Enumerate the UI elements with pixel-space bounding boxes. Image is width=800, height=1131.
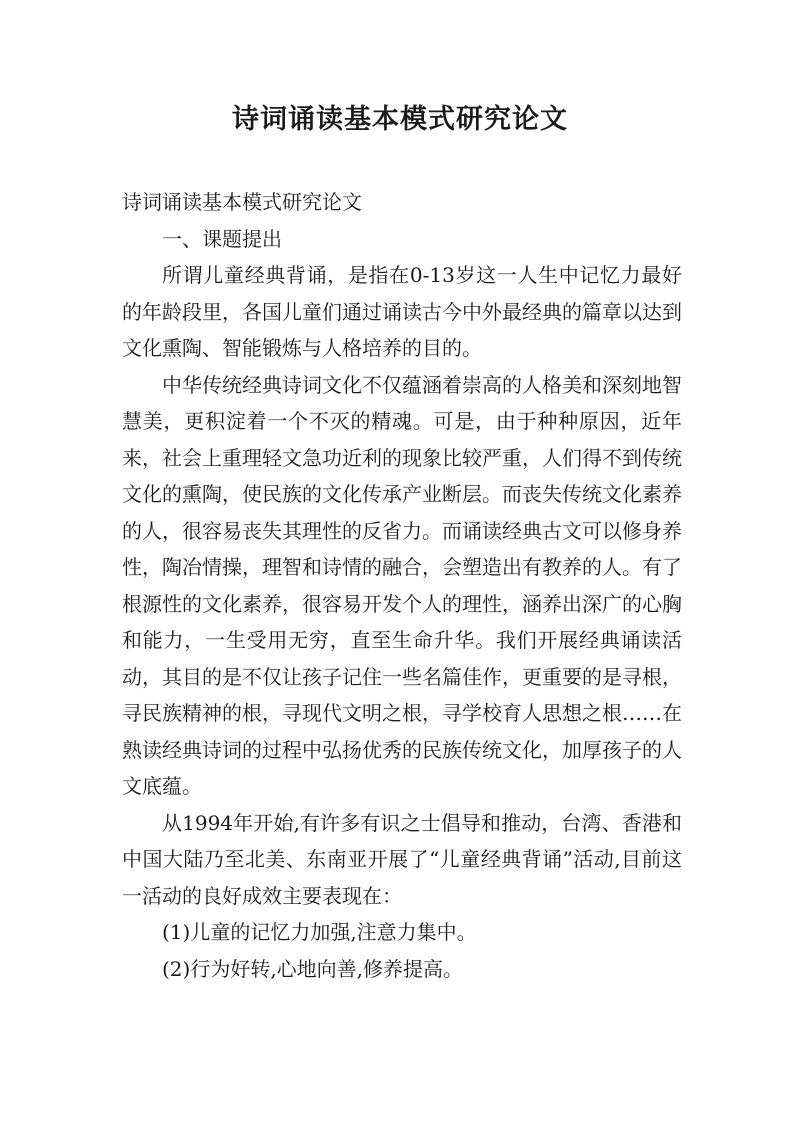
- paragraph: 中华传统经典诗词文化不仅蕴涵着崇高的人格美和深刻地智慧美，更积淀着一个不灭的精魂。可是，由于种种原因，近年来，社会上重理轻文急功近利的现象比较严重，人们得不到传统文化的熏陶，使民族的文化传承产业断层。而丧失传统文化素养的人，很容易丧失其理性的反省力。而诵读经典古文可以修身养性，陶冶情操，理智和诗情的融合，会塑造出有教养的人。有了根源性的文化素养，很容易开发个人的理性，涵养出深广的心胸和能力，一生受用无穷，直至生命升华。我们开展经典诵读活动，其目的是不仅让孩子记住一些名篇佳作，更重要的是寻根，寻民族精神的根，寻现代文明之根，寻学校育人思想之根……在熟读经典诗词的过程中弘扬优秀的民族传统文化，加厚孩子的人文底蕴。: [122, 372, 682, 798]
- document-body: [122, 184, 682, 987]
- list-item: (1)儿童的记忆力加强,注意力集中。: [162, 920, 477, 944]
- document-title: 诗词诵读基本模式研究论文: [232, 104, 568, 135]
- list-item: (2)行为好转,心地向善,修养提高。: [162, 956, 464, 981]
- section-heading: 一、课题提出: [162, 226, 282, 251]
- document-subtitle: 诗词诵读基本模式研究论文: [122, 190, 362, 214]
- paragraph: 从1994年开始,有许多有识之士倡导和推动，台湾、香港和中国大陆乃至北美、东南亚开展了“儿童经典背诵”活动,目前这一活动的良好成效主要表现在：: [122, 810, 682, 908]
- paragraph: 所谓儿童经典背诵，是指在0-13岁这一人生中记忆力最好的年龄段里，各国儿童们通过诵读古今中外最经典的篇章以达到文化熏陶、智能锻炼与人格培养的目的。: [122, 263, 682, 360]
